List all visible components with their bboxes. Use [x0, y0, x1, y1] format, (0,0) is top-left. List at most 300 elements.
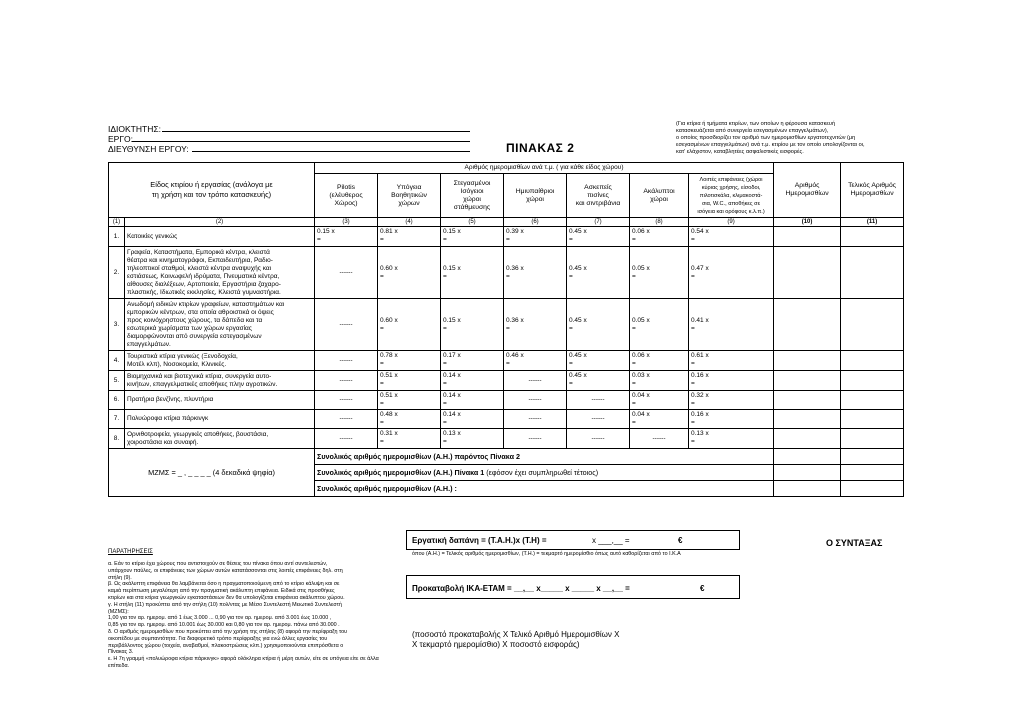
coef-cell[interactable] [504, 351, 567, 371]
top-note-line: εσεγασμένων επαγγελμάτων) ανά τ.μ. κτιρίου με τον οποίο υπολογίζονται οι, [676, 142, 865, 148]
coef-cell[interactable] [504, 371, 567, 391]
coef-equals: = [691, 236, 695, 243]
coef-cell[interactable] [630, 371, 689, 391]
row-description-line: εσωτερικά χωρίσματα των χώρων εργασίας [127, 324, 252, 332]
coef-cell[interactable] [315, 371, 378, 391]
col-header-line: πιλοτισκάλα, κλιμακοστά- [699, 192, 763, 199]
total-present-11[interactable] [841, 449, 904, 465]
coef-equals: = [443, 380, 447, 387]
col-header-line: Υπόγεια [396, 183, 422, 191]
final-workdays-cell[interactable] [841, 247, 904, 299]
row-number: 2. [109, 247, 125, 299]
coef-equals: = [506, 324, 510, 332]
col-header-line: Στεγασμένοι [453, 179, 491, 187]
coef-cell[interactable] [689, 371, 774, 391]
coef-cell[interactable] [378, 429, 441, 449]
coef-value: 0.16 x [691, 372, 709, 379]
project-field[interactable] [132, 141, 470, 142]
row-description-line: προς κοινόχρηστους χώρους, τα δάπεδα και τα [127, 316, 263, 324]
coef-equals: = [380, 400, 384, 407]
row-number: 1. [109, 227, 125, 247]
coef-cell[interactable] [441, 247, 504, 299]
coef-value: 0.61 x [691, 352, 709, 359]
coef-value: 0.45 x [569, 372, 587, 379]
col-number: (8) [630, 218, 689, 227]
total-table1-10[interactable] [774, 465, 841, 481]
coef-cell[interactable] [567, 410, 630, 429]
col-header-line: χώροι [526, 195, 544, 203]
coef-cell[interactable] [689, 429, 774, 449]
col-header-line: Ημιυπαίθριοι [515, 187, 555, 195]
notes-list [108, 561, 398, 670]
coef-value: 0.14 x [443, 372, 461, 379]
coef-cell[interactable] [689, 299, 774, 351]
coef-equals: = [380, 419, 384, 426]
note-line: υπάρχουν παύλες, οι επιφάνειες των χώρων αυτών κατατάσσονται στις λοιπές επιφάνειες δηλ. στη [108, 567, 343, 574]
coef-value: 0.14 x [443, 411, 461, 418]
coef-value: 0.51 x [380, 372, 398, 379]
row-description-line: Ορνιθοτροφεία, γεωργικές αποθήκες, βουστάσια, [127, 430, 269, 438]
coef-equals: = [632, 324, 636, 332]
coef-cell[interactable] [630, 351, 689, 371]
coef-value: 0.13 x [691, 430, 709, 437]
note-line: 1,00 για τον αρ. ημερομ. από 1 έως 3.000 ... 0,90 για τον αρ. ημερομ. από 3.001 έως 10.000 , [108, 615, 332, 622]
coef-equals: = [632, 236, 636, 243]
col-number: (4) [378, 218, 441, 227]
coef-value: 0.39 x [506, 228, 524, 235]
coef-cell[interactable] [567, 299, 630, 351]
table-row [109, 247, 904, 299]
note-line: α. Εάν το κτίριο έχει χώρους που αντιστοιχούν σε θέσεις του πίνακα όπου αντί συντελεστών, [108, 561, 328, 567]
coef-equals: = [691, 380, 695, 387]
coef-equals: = [569, 360, 573, 367]
coef-value: 0.45 x [569, 264, 587, 272]
coef-cell[interactable] [504, 247, 567, 299]
coef-dash: ------ [339, 268, 353, 276]
row-description-line: χοιροστάσια και συναφή. [127, 438, 199, 446]
row-description-line: Πρατήρια βενζίνης, πλυντήρια [127, 396, 214, 403]
coef-value: 0.05 x [632, 316, 650, 324]
col-header-line: (ελέυθερος [329, 191, 363, 199]
coef-value: 0.15 x [443, 264, 461, 272]
coef-equals: = [632, 419, 636, 426]
coef-value: 0.36 x [506, 264, 524, 272]
coef-cell[interactable] [315, 299, 378, 351]
coef-equals: = [632, 360, 636, 367]
coef-equals: = [691, 324, 695, 332]
total-table1 [315, 465, 774, 481]
coef-equals: = [569, 236, 573, 243]
row-description-line: πλαστικής, Ιδιωτικές εκκλησίες, Κλειστά γυμναστήρια. [127, 288, 281, 296]
row-number: 8. [109, 429, 125, 449]
col-header-line: Ημερομισθίων [785, 190, 829, 197]
final-workdays-cell[interactable] [841, 351, 904, 371]
coef-cell[interactable] [567, 351, 630, 371]
coef-cell[interactable] [567, 429, 630, 449]
note-line: καμιά περίπτωση μεγαλύτερη από την πραγματική ακάλυπτη επιφάνεια. Ειδικά στις προσθήκες [108, 588, 335, 595]
row-description [125, 429, 315, 449]
coef-value: 0.78 x [380, 352, 398, 359]
col-number: (2) [125, 218, 315, 227]
col-number: (6) [504, 218, 567, 227]
col-header-10 [774, 163, 841, 218]
final-workdays-cell[interactable] [841, 299, 904, 351]
col-header-5 [441, 174, 504, 218]
workdays-cell[interactable] [774, 247, 841, 299]
coef-equals: = [569, 380, 573, 387]
coef-dash: ------ [528, 415, 542, 422]
col-number: (7) [567, 218, 630, 227]
col-number: (11) [841, 218, 904, 227]
final-workdays-cell[interactable] [841, 391, 904, 410]
col-header-7 [567, 174, 630, 218]
note-line: (ΜΖΜΣ): [108, 608, 129, 615]
notes-title: ΠΑΡΑΤΗΡΗΣΕΙΣ [108, 549, 153, 555]
row-description-line: θέατρα και κινηματογράφοι, Εκπαιδευτήρια, Ραδιο- [127, 256, 273, 264]
coef-value: 0.06 x [632, 352, 650, 359]
coef-cell[interactable] [567, 391, 630, 410]
coef-dash: ------ [339, 434, 353, 442]
col-header-11 [841, 163, 904, 218]
col-number: (3) [315, 218, 378, 227]
row-description-line: Τουριστικά κτίρια γενικώς (Ξενοδοχεία, [127, 352, 238, 360]
coef-equals: = [443, 360, 447, 367]
note-line: περιβάλλοντος χώρου (τοιχεία, αναβαθμοί, πλακοστρώσεις κλπ.) χρησιμοποιούνται επιπρόσθετα ο [108, 642, 344, 649]
row-description-line: κινήτων, επαγγελματικές αποθήκες πλην αγροτικών. [127, 380, 278, 388]
coef-equals: = [443, 324, 447, 332]
mzms-field[interactable]: ΜΖΜΣ = _ , _ _ _ _ (4 δεκαδικά ψηφία) [109, 449, 315, 497]
col-header-9 [689, 174, 774, 218]
coef-equals: = [443, 400, 447, 407]
advance-note [412, 630, 619, 650]
workdays-cell[interactable] [774, 410, 841, 429]
note-line: 0,85 για τον αρ. ημερομ. από 10.001 έως 30.000 και 0,80 για τον αρ. ημερομ. πάνω από 30.000 . [108, 622, 340, 629]
coef-equals: = [380, 272, 384, 280]
coef-value: 0.60 x [380, 316, 398, 324]
coef-dash: ------ [591, 434, 605, 442]
advance-label[interactable]: Προκαταβολή ΙΚΑ-ΕΤΑΜ = __,__ x_____ x _____ x __,__ = [412, 584, 630, 593]
coef-cell[interactable] [504, 391, 567, 410]
top-note-line: κατ' ελάχιστον, καταβλητέες ασφαλιστικές εισφορές. [676, 149, 804, 155]
coef-cell[interactable] [441, 429, 504, 449]
table-row [109, 371, 904, 391]
col-number: (9) [689, 218, 774, 227]
coef-value: 0.31 x [380, 430, 398, 437]
table-row [109, 351, 904, 371]
coef-value: 0.14 x [443, 392, 461, 399]
final-workdays-cell[interactable] [841, 429, 904, 449]
coef-value: 0.06 x [632, 228, 650, 235]
page-title: ΠΙΝΑΚΑΣ 2 [506, 141, 575, 155]
col-type-header [109, 163, 315, 218]
project-label: ΕΡΓΟ: [108, 134, 133, 144]
coef-cell[interactable] [315, 227, 378, 247]
owner-field[interactable] [162, 131, 470, 132]
coef-dash: ------ [339, 356, 353, 364]
coef-equals: = [443, 272, 447, 280]
col-header-line: Ακάλυπτοι [643, 187, 675, 195]
coef-cell[interactable] [630, 299, 689, 351]
coef-value: 0.15 x [443, 228, 461, 235]
coef-equals: = [691, 400, 695, 407]
coef-cell[interactable] [378, 227, 441, 247]
coef-value: 0.03 x [632, 372, 650, 379]
col-header-line: Ημερομισθίων [850, 190, 894, 197]
total-present: Συνολικός αριθμός ημερομισθίων (Α.Η.) παρόντος Πίνακα 2 [315, 449, 774, 465]
col-number: (1) [109, 218, 125, 227]
coef-equals: = [443, 438, 447, 445]
coef-cell[interactable] [689, 227, 774, 247]
coef-equals: = [691, 272, 695, 280]
row-description-line: διαμορφώνονται από συνεργεία εστεγασμένων [127, 332, 262, 340]
row-description-line: Πολυώροφα κτίρια πάρκινγκ [127, 415, 209, 422]
coef-cell[interactable] [689, 351, 774, 371]
coef-cell[interactable] [630, 227, 689, 247]
total-all-10[interactable] [774, 481, 841, 497]
col-header-line: χώρων [398, 199, 420, 207]
row-description-line: τηλεοπτικοί σταθμοί, κλειστά κέντρα αναψυχής και [127, 264, 272, 272]
labor-cost-note: όπου (Α.Η.) = Τελικός αριθμός ημερομισθίων, (Τ.Η.) = τεκμαρτό ημερομίσθιο όπως αυτό καθορίζεται από το Ι.Κ.Α [412, 551, 681, 557]
col-header-line: σια, W.C., αποθήκες σε [701, 200, 761, 207]
workdays-cell[interactable] [774, 351, 841, 371]
col-header-line: Ισόγειοι [460, 187, 484, 195]
row-description-line: Ανωδομή ειδικών κτιρίων γραφείων, καταστημάτων και [127, 300, 285, 308]
row-description [125, 247, 315, 299]
coef-value: 0.05 x [632, 264, 650, 272]
row-description-line: Βιομηχανικά και βιοτεχνικά κτίρια, συνεργεία αυτο- [127, 372, 272, 380]
row-description [125, 299, 315, 351]
coef-value: 0.16 x [691, 411, 709, 418]
row-number: 3. [109, 299, 125, 351]
col-header-line: στάθμευσης [453, 203, 491, 211]
coef-dash: ------ [591, 415, 605, 422]
workdays-cell[interactable] [774, 429, 841, 449]
coef-cell[interactable] [378, 247, 441, 299]
row-description [125, 227, 315, 247]
table-row [109, 391, 904, 410]
coef-value: 0.17 x [443, 352, 461, 359]
col-header-line: πισίνες [587, 191, 609, 199]
coef-value: 0.46 x [506, 352, 524, 359]
total-table1-11[interactable] [841, 465, 904, 481]
coef-cell[interactable] [315, 351, 378, 371]
col-header-3 [315, 174, 378, 218]
coef-equals: = [691, 360, 695, 367]
col-header-line: Ασκεπείς [584, 183, 612, 191]
coef-cell[interactable] [504, 429, 567, 449]
row-number: 7. [109, 410, 125, 429]
final-workdays-cell[interactable] [841, 410, 904, 429]
coef-value: 0.45 x [569, 228, 587, 235]
owner-label: ΙΔΙΟΚΤΗΤΗΣ: [108, 124, 161, 134]
workdays-cell[interactable] [774, 227, 841, 247]
total-table1-label: Συνολικός αριθμός ημερομισθίων (Α.Η.) Πίνακα 1 [317, 467, 485, 477]
workdays-cell[interactable] [774, 371, 841, 391]
col-type-header-line: τη χρήση και τον τρόπο κατασκευής) [151, 190, 272, 199]
group-header: Αριθμός ημερομισθίων ανά τ.μ. ( για κάθε είδος χώρου) [315, 163, 774, 174]
row-description-line: αίθουσες διαλέξεων, Αρτοποιεία, Εργαστήρια ζαχαρο- [127, 280, 281, 288]
coef-dash: ------ [528, 434, 542, 442]
coef-value: 0.81 x [380, 228, 398, 235]
coef-cell[interactable] [441, 351, 504, 371]
coef-cell[interactable] [315, 391, 378, 410]
coef-cell[interactable] [689, 391, 774, 410]
col-header-line: χώροι [463, 195, 481, 203]
coef-cell[interactable] [378, 351, 441, 371]
coef-cell[interactable] [689, 247, 774, 299]
note-line: γ. Η στήλη (11) προκύπτει από την στήλη (10) πολ/ντας με Μέσο Συντελεστή Μειωτικό Συντελεστή [108, 601, 342, 608]
col-header-line: Τελικός Αριθμός [848, 182, 896, 189]
labor-cost-label: Εργατική δαπάνη = (Τ.Α.Η.)x (Τ.Η) = [412, 536, 547, 545]
coef-dash: ------ [339, 415, 353, 422]
coef-cell[interactable] [315, 247, 378, 299]
row-description-line: Κατοικίες γενικώς [127, 232, 178, 240]
coef-dash: ------ [652, 434, 666, 442]
row-description [125, 391, 315, 410]
coef-dash: ------ [591, 396, 605, 403]
table-row [109, 227, 904, 247]
supervision-field[interactable] [192, 151, 470, 152]
coef-dash: ------ [528, 396, 542, 403]
coef-cell[interactable] [315, 410, 378, 429]
coef-cell[interactable] [689, 410, 774, 429]
final-workdays-cell[interactable] [841, 227, 904, 247]
col-type-header-line: Είδος κτιρίου ή εργασίας (ανάλογα με [150, 180, 273, 189]
coef-equals: = [691, 419, 695, 426]
table-row [109, 429, 904, 449]
coef-value: 0.45 x [569, 316, 587, 324]
coef-value: 0.54 x [691, 228, 709, 235]
row-description [125, 351, 315, 371]
labor-cost-blanks[interactable]: x ___,__ = [592, 536, 630, 545]
coef-cell[interactable] [567, 227, 630, 247]
final-workdays-cell[interactable] [841, 371, 904, 391]
coef-cell[interactable] [378, 371, 441, 391]
coef-cell[interactable] [378, 299, 441, 351]
coef-value: 0.15 x [443, 316, 461, 324]
coef-cell[interactable] [504, 227, 567, 247]
coef-cell[interactable] [630, 247, 689, 299]
coef-value: 0.41 x [691, 316, 709, 324]
workdays-cell[interactable] [774, 391, 841, 410]
top-note-line: ο οποίος προσδιορίζει τον αριθμό των ημερομισθίων εργατοτεχνιτών (μη [676, 135, 856, 141]
coef-equals: = [317, 236, 321, 243]
col-header-8 [630, 174, 689, 218]
total-present-10[interactable] [774, 449, 841, 465]
col-header-line: Pilotis [336, 183, 356, 191]
coef-value: 0.32 x [691, 392, 709, 399]
note-line: στήλη (9). [108, 574, 132, 581]
coef-equals: = [506, 360, 510, 367]
coef-dash: ------ [339, 320, 353, 328]
col-header-line: Βοηθητικών [391, 191, 427, 199]
col-header-line: Λοιπές επιφάνειες (χώροι [699, 176, 763, 183]
coef-value: 0.45 x [569, 352, 587, 359]
euro-1: € [678, 536, 683, 545]
coef-equals: = [380, 380, 384, 387]
coef-cell[interactable] [567, 247, 630, 299]
supervision-label: ΔΙΕΥΘΥΝΣΗ ΕΡΓΟΥ: [108, 144, 189, 154]
coef-value: 0.48 x [380, 411, 398, 418]
coef-cell[interactable] [504, 410, 567, 429]
note-line: Πίνακας 3. [108, 649, 134, 656]
col-header-line: ισόγεια και ορόφους κ.λ.π.) [697, 208, 765, 215]
top-note-line: κατασκευάζεται από συνεργεία εσεγασμένων επαγγελμάτων), [676, 128, 829, 134]
coef-equals: = [380, 438, 384, 445]
coef-equals: = [632, 272, 636, 280]
row-description-line: Μοτέλ κλπ), Νοσοκομεία, Κλινικές. [127, 360, 227, 368]
col-number: (5) [441, 218, 504, 227]
col-header-line: και σιντριβάνια [575, 199, 621, 207]
col-header-line: κύριας χρήσης, είσοδοι, [701, 184, 761, 191]
coef-cell[interactable] [378, 410, 441, 429]
coef-cell[interactable] [630, 429, 689, 449]
row-description [125, 371, 315, 391]
coef-value: 0.60 x [380, 264, 398, 272]
row-number: 5. [109, 371, 125, 391]
coef-equals: = [506, 272, 510, 280]
coef-cell[interactable] [630, 410, 689, 429]
col-header-line: Χώρος) [334, 199, 358, 207]
note-line: β. Ως ακάλυπτη επιφάνεια θα λαμβάνεται όσο η πραγματοποιούμενη από το κτίριο κάλυψη και σε [108, 581, 340, 588]
coef-equals: = [569, 272, 573, 280]
row-description-line: επαγγελμάτων. [127, 340, 171, 348]
coef-cell[interactable] [441, 391, 504, 410]
coef-cell[interactable] [378, 391, 441, 410]
coef-value: 0.04 x [632, 411, 650, 418]
note-line: δ. Ο αριθμός ημερομισθίων που προκύπτει από την χρήση της στήλης (8) αφορά την περίφραξη του [108, 628, 348, 635]
note-line: κτιρίων και στα κτίρια γεωργικών εγκαταστάσεων δεν θα υπολογίζεται επιφάνεια ακάλυπτου χώρου. [108, 594, 345, 601]
coef-dash: ------ [339, 376, 353, 384]
coef-value: 0.15 x [317, 228, 335, 235]
coef-cell[interactable] [504, 299, 567, 351]
top-note [676, 121, 906, 156]
coef-equals: = [380, 324, 384, 332]
coef-cell[interactable] [630, 391, 689, 410]
coef-cell[interactable] [441, 371, 504, 391]
coef-cell[interactable] [441, 227, 504, 247]
coef-equals: = [506, 236, 510, 243]
row-description-line: Γραφεία, Καταστήματα, Εμπορικά κέντρα, κλειστά [127, 248, 270, 256]
coef-value: 0.13 x [443, 430, 461, 437]
coef-equals: = [632, 380, 636, 387]
coef-equals: = [380, 236, 384, 243]
coef-equals: = [632, 400, 636, 407]
row-description [125, 410, 315, 429]
total-all: Συνολικός αριθμός ημερομισθίων (Α.Η.) : [315, 481, 774, 497]
coef-equals: = [569, 324, 573, 332]
row-description-line: εστιάσεως, Κοινωφελή ιδρύματα, Πνευματικά κέντρα, [127, 272, 280, 280]
workdays-table [108, 162, 904, 497]
coef-value: 0.51 x [380, 392, 398, 399]
coef-equals: = [443, 236, 447, 243]
coef-dash: ------ [339, 396, 353, 403]
top-note-line: (Για κτίρια ή τμήματα κτιρίων, των οποίων η φέρουσα κατασκευή [676, 121, 836, 127]
coef-cell[interactable] [441, 410, 504, 429]
col-header-4 [378, 174, 441, 218]
total-all-11[interactable] [841, 481, 904, 497]
advance-note-line: Χ τεκμαρτό ημερομίσθιο) Χ ποσοστό εισφοράς) [412, 640, 580, 649]
note-line: ε. Η 7η γραμμή «πολυώροφα κτίρια πάρκινγκ» αφορά ολόκληρα κτίρια ή μέρη αυτών, είτε σε υπόγεια είτε σε άλλα επίπεδα. [108, 656, 379, 669]
coef-cell[interactable] [567, 371, 630, 391]
coef-value: 0.47 x [691, 264, 709, 272]
col-header-line: Αριθμός [794, 182, 820, 189]
note-line: οικοπέδου με συμπαντότητα. Για διαφορετικό τρόπο περίφραξης για ενώ άλλες εργασίες του [108, 635, 328, 642]
workdays-cell[interactable] [774, 299, 841, 351]
coef-cell[interactable] [441, 299, 504, 351]
coef-cell[interactable] [315, 429, 378, 449]
table-row [109, 299, 904, 351]
